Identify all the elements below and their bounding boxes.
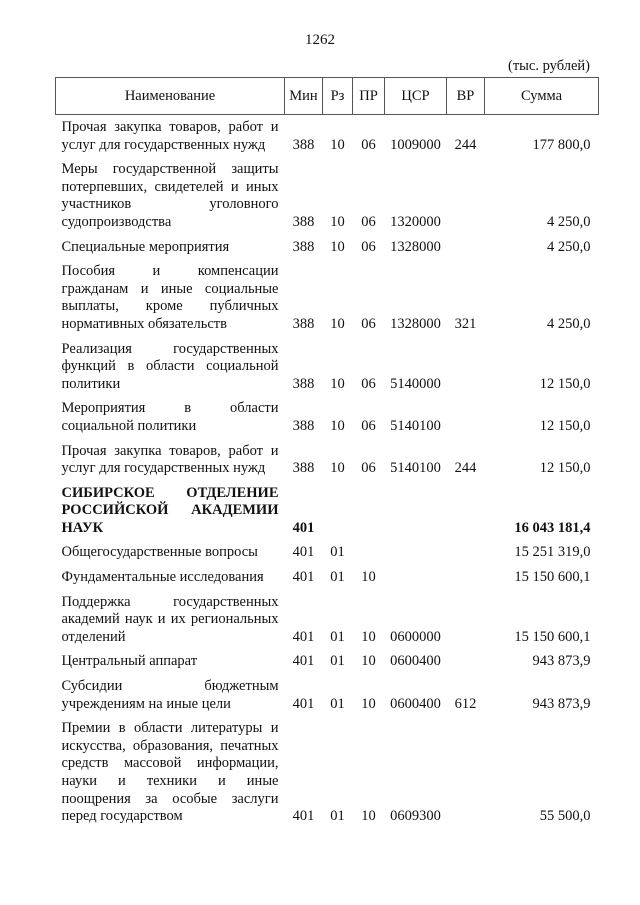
page-number: 1262 — [305, 32, 335, 48]
cell-vr — [447, 235, 485, 260]
cell-name: Прочая закупка товаров, работ и услуг для государственных нужд — [61, 442, 279, 477]
cell-rz: 10 — [330, 375, 345, 392]
table-row — [56, 157, 599, 234]
cell-vr — [447, 716, 485, 829]
cell-pr: 10 — [361, 808, 376, 825]
cell-min: 388 — [292, 213, 315, 230]
header-min: Мин — [285, 78, 323, 115]
cell-vr: 321 — [454, 315, 477, 332]
cell-pr: 06 — [361, 315, 376, 332]
cell-min: 401 — [292, 653, 315, 670]
cell-rz: 10 — [330, 460, 345, 477]
cell-sum: 4 250,0 — [547, 238, 591, 255]
cell-csr: 1328000 — [390, 238, 441, 255]
cell-vr — [447, 590, 485, 650]
table-row — [56, 649, 599, 674]
cell-pr: 06 — [361, 417, 376, 434]
table-row — [56, 259, 599, 336]
cell-sum: 16 043 181,4 — [514, 519, 591, 536]
cell-rz: 10 — [330, 238, 345, 255]
cell-name: Премии в области литературы и искусства, образования, печатных средств массовой информации, науки и техники и иные поощрения за особые заслуги перед государством — [61, 720, 279, 825]
cell-pr: 10 — [361, 569, 376, 586]
cell-name: Пособия и компенсации гражданам и иные социальные выплаты, кроме публичных нормативных обязательств — [61, 263, 279, 332]
table-row — [56, 674, 599, 716]
cell-rz — [323, 481, 353, 541]
cell-min: 388 — [292, 238, 315, 255]
cell-name: Поддержка государственных академий наук и их региональных отделений — [61, 593, 279, 645]
cell-name: Специальные мероприятия — [61, 238, 230, 255]
cell-min: 401 — [292, 808, 315, 825]
cell-csr — [385, 481, 447, 541]
cell-sum: 12 150,0 — [539, 375, 591, 392]
cell-csr: 0600400 — [390, 695, 441, 712]
cell-csr — [385, 540, 447, 565]
cell-csr: 0600400 — [390, 653, 441, 670]
cell-rz: 10 — [330, 417, 345, 434]
cell-pr: 10 — [361, 653, 376, 670]
cell-pr: 06 — [361, 136, 376, 153]
table-row — [56, 396, 599, 438]
cell-name: Субсидии бюджетным учреждениям на иные цели — [61, 678, 279, 712]
cell-rz: 01 — [330, 653, 345, 670]
units-label: (тыс. рублей) — [508, 58, 590, 74]
cell-min: 401 — [292, 519, 315, 536]
cell-sum: 177 800,0 — [532, 136, 591, 153]
cell-min: 401 — [292, 569, 315, 586]
cell-name: Общегосударственные вопросы — [61, 544, 258, 561]
cell-min: 401 — [292, 695, 315, 712]
cell-pr: 10 — [361, 628, 376, 645]
table-row — [56, 481, 599, 541]
cell-pr: 06 — [361, 375, 376, 392]
cell-sum: 15 150 600,1 — [514, 628, 591, 645]
cell-pr: 06 — [361, 213, 376, 230]
cell-pr — [353, 481, 385, 541]
cell-sum: 12 150,0 — [539, 460, 591, 477]
cell-csr: 0609300 — [390, 808, 441, 825]
cell-csr: 5140000 — [390, 375, 441, 392]
header-rz: Рз — [323, 78, 353, 115]
cell-sum: 12 150,0 — [539, 417, 591, 434]
cell-name: Мероприятия в области социальной политики — [61, 400, 279, 434]
cell-vr: 612 — [454, 695, 477, 712]
cell-rz: 10 — [330, 136, 345, 153]
cell-name: Прочая закупка товаров, работ и услуг для государственных нужд — [61, 119, 279, 153]
cell-vr — [447, 396, 485, 438]
cell-vr — [447, 337, 485, 397]
cell-sum: 15 251 319,0 — [514, 544, 591, 561]
cell-csr — [385, 565, 447, 590]
cell-min: 388 — [292, 315, 315, 332]
cell-csr: 1328000 — [390, 315, 441, 332]
cell-min: 388 — [292, 417, 315, 434]
cell-vr: 244 — [454, 460, 477, 477]
cell-rz: 01 — [330, 544, 345, 561]
cell-name: Меры государственной защиты потерпевших, свидетелей и иных участников уголовного судопроизводства — [61, 161, 279, 230]
cell-pr — [353, 540, 385, 565]
cell-pr: 06 — [361, 460, 376, 477]
cell-pr: 06 — [361, 238, 376, 255]
cell-vr — [447, 157, 485, 234]
cell-vr — [447, 481, 485, 541]
table-row — [56, 439, 599, 481]
header-csr: ЦСР — [385, 78, 447, 115]
cell-name: Реализация государственных функций в области социальной политики — [61, 340, 279, 392]
cell-vr — [447, 649, 485, 674]
cell-name: СИБИРСКОЕ ОТДЕЛЕНИЕ РОССИЙСКОЙ АКАДЕМИИ НАУК — [61, 484, 279, 536]
table-row — [56, 716, 599, 829]
cell-sum: 4 250,0 — [547, 315, 591, 332]
table-row — [56, 540, 599, 565]
cell-min: 401 — [292, 544, 315, 561]
cell-csr: 1320000 — [390, 213, 441, 230]
cell-rz: 01 — [330, 569, 345, 586]
cell-csr: 0600000 — [390, 628, 441, 645]
cell-name: Фундаментальные исследования — [61, 569, 264, 586]
header-sum: Сумма — [485, 78, 599, 115]
cell-vr: 244 — [454, 136, 477, 153]
cell-sum: 943 873,9 — [532, 653, 591, 670]
cell-csr: 5140100 — [390, 417, 441, 434]
cell-vr — [447, 565, 485, 590]
cell-rz: 10 — [330, 315, 345, 332]
cell-csr: 5140100 — [390, 460, 441, 477]
cell-rz: 10 — [330, 213, 345, 230]
cell-sum: 943 873,9 — [532, 695, 591, 712]
table-row — [56, 590, 599, 650]
cell-rz: 01 — [330, 808, 345, 825]
budget-table — [55, 77, 599, 829]
cell-min: 388 — [292, 460, 315, 477]
cell-sum: 4 250,0 — [547, 213, 591, 230]
header-pr: ПР — [353, 78, 385, 115]
cell-sum: 15 150 600,1 — [514, 569, 591, 586]
cell-rz: 01 — [330, 695, 345, 712]
table-row — [56, 565, 599, 590]
cell-csr: 1009000 — [390, 136, 441, 153]
header-name: Наименование — [56, 78, 285, 115]
cell-sum: 55 500,0 — [539, 808, 591, 825]
cell-min: 401 — [292, 628, 315, 645]
header-vr: ВР — [447, 78, 485, 115]
table-row — [56, 235, 599, 260]
cell-vr — [447, 540, 485, 565]
cell-min: 388 — [292, 375, 315, 392]
table-row — [56, 337, 599, 397]
cell-min: 388 — [292, 136, 315, 153]
table-header — [56, 78, 599, 115]
cell-pr: 10 — [361, 695, 376, 712]
table-row — [56, 115, 599, 158]
cell-rz: 01 — [330, 628, 345, 645]
cell-name: Центральный аппарат — [61, 653, 198, 670]
